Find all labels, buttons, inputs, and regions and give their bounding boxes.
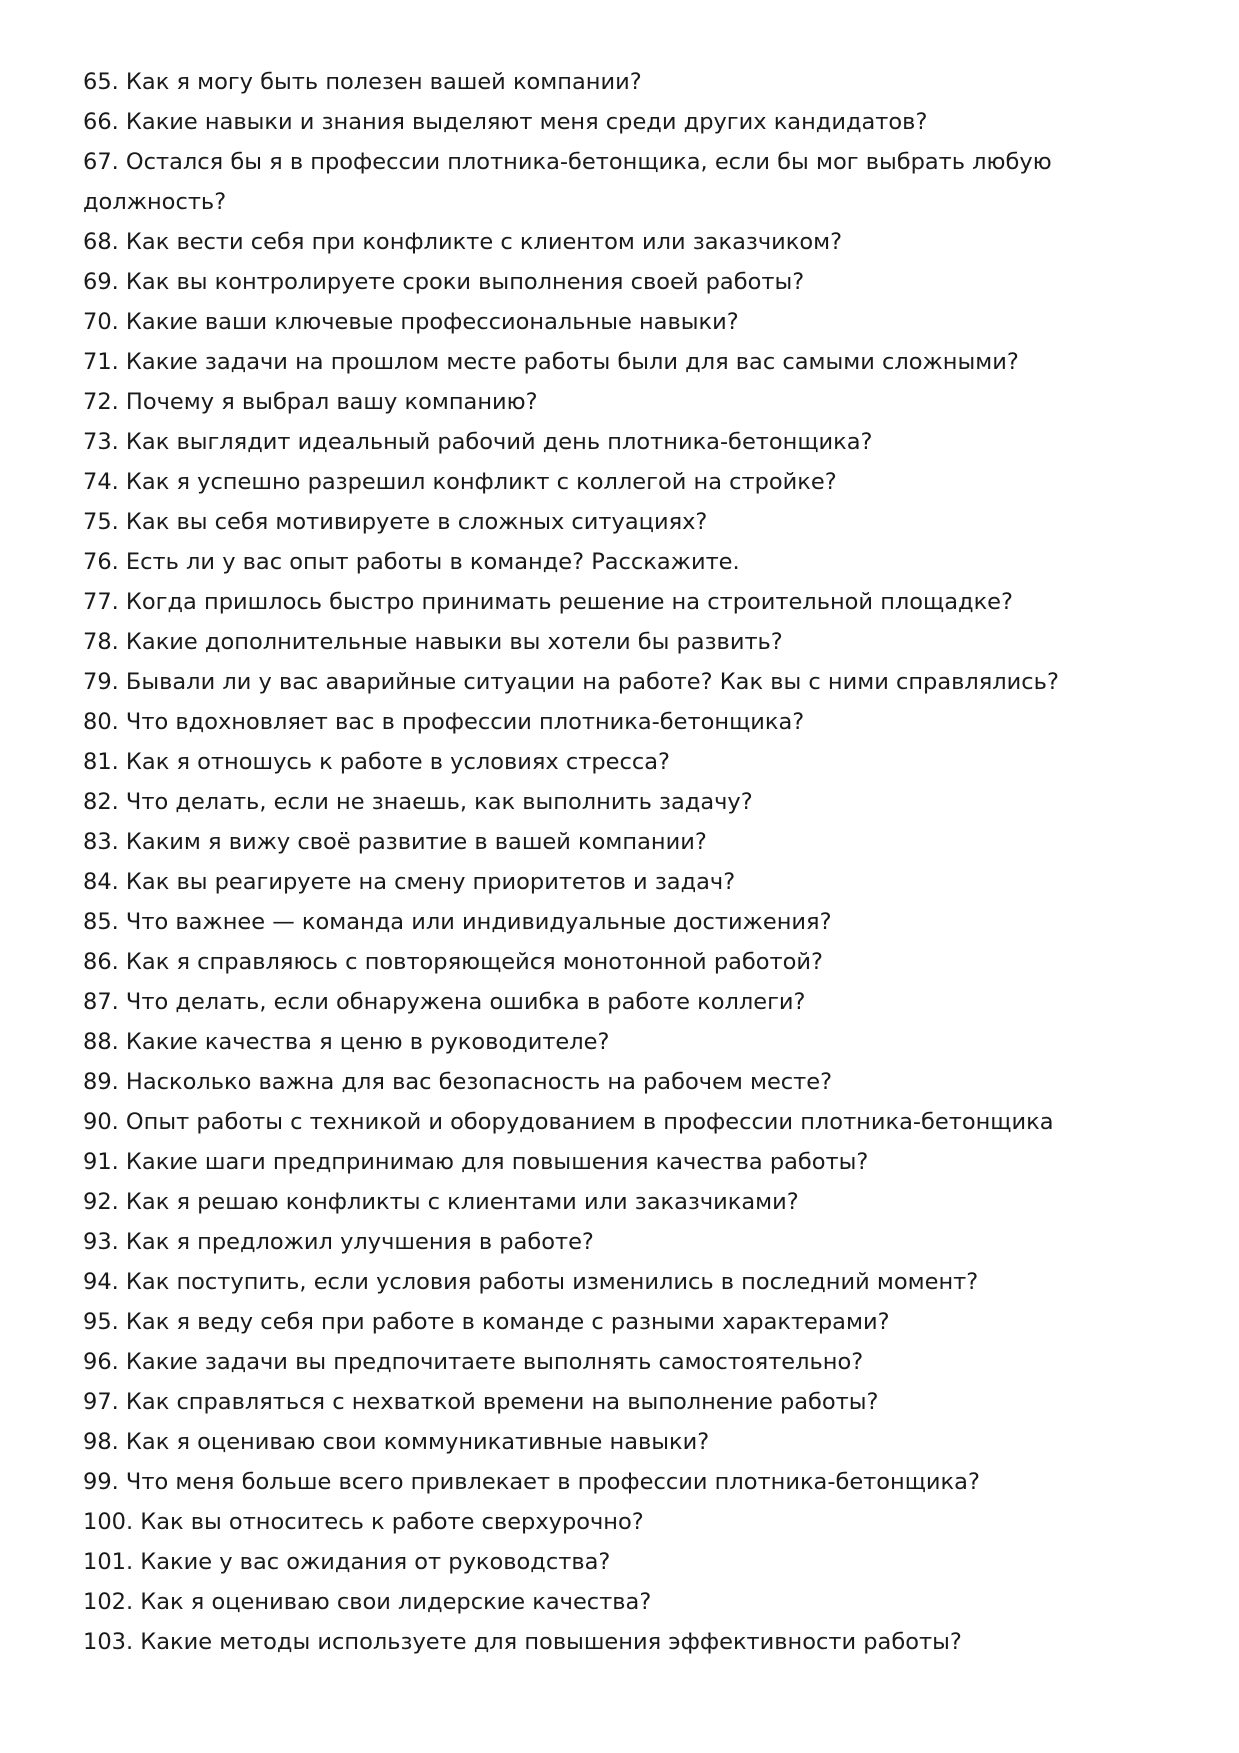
question-item: 68. Как вести себя при конфликте с клиентом или заказчиком? <box>83 229 843 255</box>
question-item: 103. Какие методы используете для повышения эффективности работы? <box>83 1629 962 1655</box>
question-item: 93. Как я предложил улучшения в работе? <box>83 1229 594 1255</box>
question-item: 99. Что меня больше всего привлекает в профессии плотника-бетонщика? <box>83 1469 980 1495</box>
question-item: 81. Как я отношусь к работе в условиях стресса? <box>83 749 670 775</box>
question-item: 102. Как я оцениваю свои лидерские качества? <box>83 1589 652 1615</box>
question-item: 76. Есть ли у вас опыт работы в команде? Расскажите. <box>83 549 740 575</box>
question-item: 96. Какие задачи вы предпочитаете выполнять самостоятельно? <box>83 1349 864 1375</box>
question-list <box>83 62 1083 1662</box>
question-item: 66. Какие навыки и знания выделяют меня среди других кандидатов? <box>83 109 928 135</box>
question-item: 83. Каким я вижу своё развитие в вашей компании? <box>83 829 707 855</box>
question-item: 75. Как вы себя мотивируете в сложных ситуациях? <box>83 509 708 535</box>
question-item: 73. Как выглядит идеальный рабочий день плотника-бетонщика? <box>83 429 873 455</box>
question-item: 85. Что важнее — команда или индивидуальные достижения? <box>83 909 832 935</box>
question-item: 100. Как вы относитесь к работе сверхурочно? <box>83 1509 644 1535</box>
question-item: 65. Как я могу быть полезен вашей компании? <box>83 69 642 95</box>
question-item: 71. Какие задачи на прошлом месте работы были для вас самыми сложными? <box>83 349 1019 375</box>
question-item: 82. Что делать, если не знаешь, как выполнить задачу? <box>83 789 753 815</box>
question-item: 91. Какие шаги предпринимаю для повышения качества работы? <box>83 1149 869 1175</box>
question-item: 87. Что делать, если обнаружена ошибка в работе коллеги? <box>83 989 806 1015</box>
question-item: 74. Как я успешно разрешил конфликт с коллегой на стройке? <box>83 469 837 495</box>
question-item: 90. Опыт работы с техникой и оборудованием в профессии плотника-бетонщика <box>83 1109 1054 1135</box>
question-item: 69. Как вы контролируете сроки выполнения своей работы? <box>83 269 805 295</box>
question-item: 70. Какие ваши ключевые профессиональные навыки? <box>83 309 739 335</box>
question-item: 78. Какие дополнительные навыки вы хотели бы развить? <box>83 629 783 655</box>
question-item: 95. Как я веду себя при работе в команде с разными характерами? <box>83 1309 890 1335</box>
question-item: 92. Как я решаю конфликты с клиентами или заказчиками? <box>83 1189 799 1215</box>
question-item: 79. Бывали ли у вас аварийные ситуации на работе? Как вы с ними справлялись? <box>83 669 1059 695</box>
question-item: 97. Как справляться с нехваткой времени на выполнение работы? <box>83 1389 879 1415</box>
question-item: 67. Остался бы я в профессии плотника-бетонщика, если бы мог выбрать любую должность? <box>83 149 1052 215</box>
question-item: 84. Как вы реагируете на смену приоритетов и задач? <box>83 869 736 895</box>
question-item: 77. Когда пришлось быстро принимать решение на строительной площадке? <box>83 589 1013 615</box>
question-item: 98. Как я оцениваю свои коммуникативные навыки? <box>83 1429 710 1455</box>
question-item: 86. Как я справляюсь с повторяющейся монотонной работой? <box>83 949 823 975</box>
question-item: 80. Что вдохновляет вас в профессии плотника-бетонщика? <box>83 709 805 735</box>
question-item: 72. Почему я выбрал вашу компанию? <box>83 389 538 415</box>
question-item: 94. Как поступить, если условия работы изменились в последний момент? <box>83 1269 979 1295</box>
question-item: 89. Насколько важна для вас безопасность на рабочем месте? <box>83 1069 833 1095</box>
question-item: 101. Какие у вас ожидания от руководства? <box>83 1549 611 1575</box>
question-item: 88. Какие качества я ценю в руководителе? <box>83 1029 610 1055</box>
